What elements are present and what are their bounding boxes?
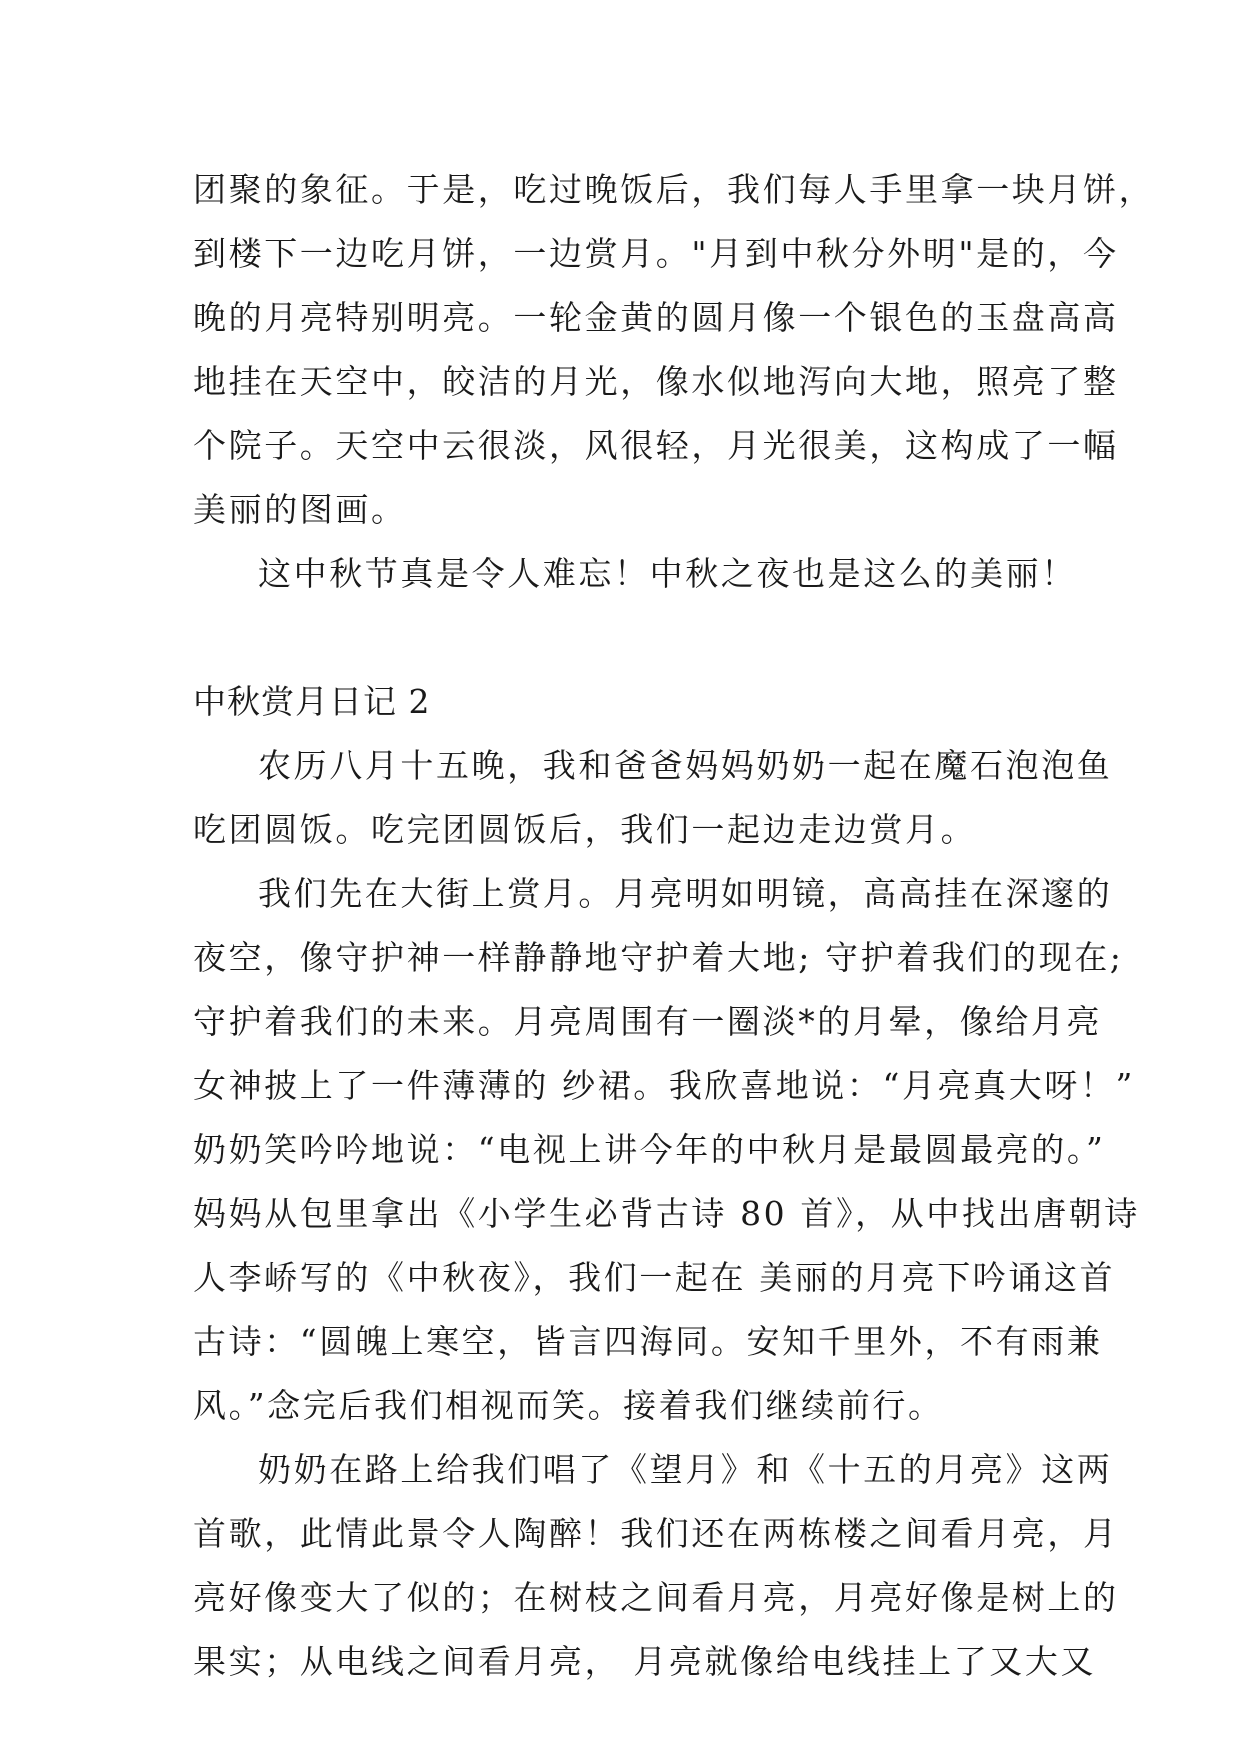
text-line: 地挂在天空中，皎洁的月光，像水似地泻向大地，照亮了整 [193, 362, 1119, 401]
text-line: 首歌，此情此景令人陶醉！我们还在两栋楼之间看月亮，月 [193, 1514, 1119, 1553]
text-line: 吃团圆饭。吃完团圆饭后，我们一起边走边赏月。 [193, 810, 977, 849]
text-line: 晚的月亮特别明亮。一轮金黄的圆月像一个银色的玉盘高高 [193, 298, 1119, 337]
paragraph-first-line: 我们先在大街上赏月。月亮明如明镜，高高挂在深邃的 [258, 874, 1113, 913]
text-line: 人李峤写的《中秋夜》，我们一起在 美丽的月亮下吟诵这首 [193, 1258, 1116, 1297]
text-line: 美丽的图画。 [193, 490, 407, 529]
text-line: 团聚的象征。于是，吃过晚饭后，我们每人手里拿一块月饼， [193, 170, 1155, 209]
text-line: 奶奶笑吟吟地说：“电视上讲今年的中秋月是最圆最亮的。” [193, 1130, 1106, 1169]
text-line: 妈妈从包里拿出《小学生必背古诗 80 首》，从中找出唐朝诗 [193, 1194, 1140, 1233]
text-line: 守护着我们的未来。月亮周围有一圈淡*的月晕，像给月亮 [193, 1002, 1103, 1041]
text-line: 到楼下一边吃月饼，一边赏月。"月到中秋分外明"是的，今 [193, 234, 1119, 273]
text-line: 古诗：“圆魄上寒空，皆言四海同。安知千里外，不有雨兼 [193, 1322, 1103, 1361]
paragraph-first-line: 奶奶在路上给我们唱了《望月》和《十五的月亮》这两 [258, 1450, 1113, 1489]
text-line: 个院子。天空中云很淡，风很轻，月光很美，这构成了一幅 [193, 426, 1119, 465]
section-heading: 中秋赏月日记 2 [193, 682, 431, 721]
text-line: 女神披上了一件薄薄的 纱裙。我欣喜地说：“月亮真大呀！” [193, 1066, 1136, 1105]
text-line: 风。”念完后我们相视而笑。接着我们继续前行。 [193, 1386, 944, 1425]
paragraph-first-line: 这中秋节真是令人难忘！中秋之夜也是这么的美丽！ [258, 554, 1077, 593]
text-line: 夜空，像守护神一样静静地守护着大地; 守护着我们的现在; [193, 938, 1124, 977]
text-line: 果实；从电线之间看月亮， 月亮就像给电线挂上了又大又 [193, 1642, 1097, 1681]
paragraph-first-line: 农历八月十五晚，我和爸爸妈妈奶奶一起在魔石泡泡鱼 [258, 746, 1113, 785]
text-line: 亮好像变大了似的；在树枝之间看月亮，月亮好像是树上的 [193, 1578, 1119, 1617]
